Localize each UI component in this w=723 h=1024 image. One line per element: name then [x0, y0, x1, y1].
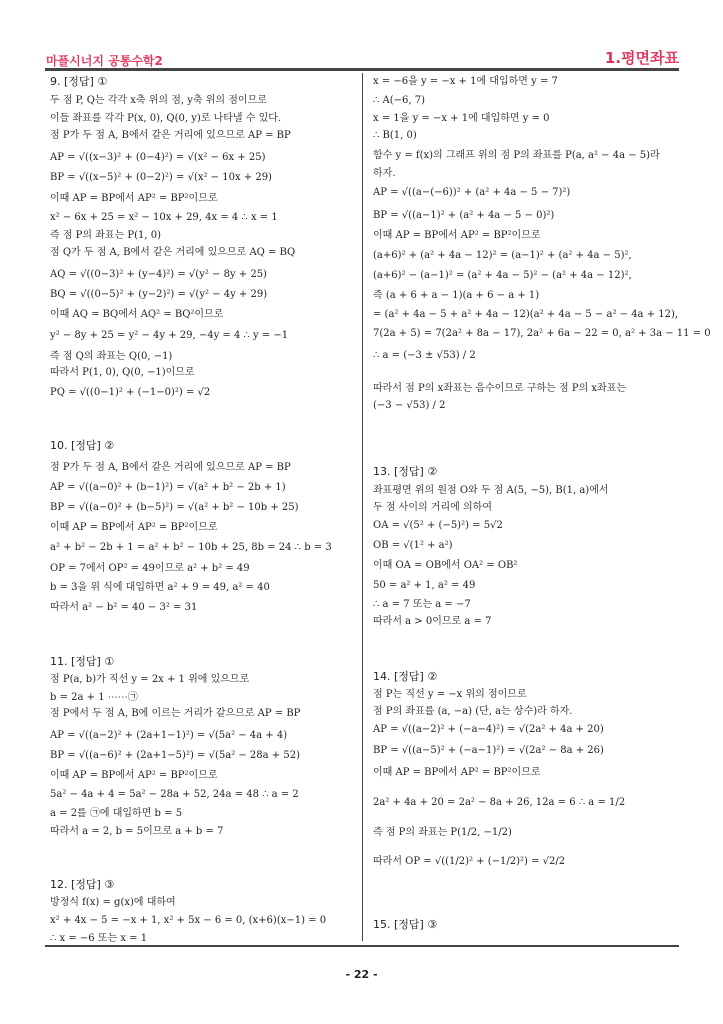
solution-line: AP = √((a−2)² + (−a−4)²) = √(2a² + 4a + 20) — [373, 724, 604, 735]
problem-heading: 10. [정답] ② — [50, 439, 115, 452]
solution-line: ∴ a = 7 또는 a = −7 — [373, 599, 471, 610]
solution-line: 이때 AP = BP에서 AP² = BP²이므로 — [50, 522, 218, 533]
solution-line: 따라서 a² − b² = 40 − 3² = 31 — [50, 602, 198, 613]
solution-line: 점 P가 두 점 A, B에서 같은 거리에 있으므로 AP = BP — [50, 462, 291, 473]
bottom-rule — [45, 945, 679, 947]
solution-line: 점 P(a, b)가 직선 y = 2x + 1 위에 있으므로 — [50, 674, 250, 685]
problem-heading: 13. [정답] ② — [373, 465, 438, 478]
solution-line: 이때 AQ = BQ에서 AQ² = BQ²이므로 — [50, 309, 224, 320]
solution-line: b = 2a + 1 ⋯⋯㉠ — [50, 692, 138, 703]
solution-line: = (a² + 4a − 5 + a² + 4a − 12)(a² + 4a − 5 − a² − 4a + 12), — [373, 309, 679, 320]
solution-line: 2a² + 4a + 20 = 2a² − 8a + 26, 12a = 6 ∴ a = 1/2 — [373, 797, 626, 808]
solution-line: 이때 AP = BP에서 AP² = BP²이므로 — [50, 770, 218, 781]
solution-line: 점 Q가 두 점 A, B에서 같은 거리에 있으므로 AQ = BQ — [50, 247, 296, 258]
solution-line: BP = √((x−5)² + (0−2)²) = √(x² − 10x + 29) — [50, 172, 272, 183]
solution-line: x² + 4x − 5 = −x + 1, x² + 5x − 6 = 0, (x+6)(x−1) = 0 — [50, 915, 327, 926]
solution-line: BP = √((a−6)² + (2a+1−5)²) = √(5a² − 28a + 52) — [50, 750, 300, 761]
solution-line: 좌표평면 위의 원점 O와 두 점 A(5, −5), B(1, a)에서 — [373, 485, 609, 496]
solution-line: 점 P가 두 점 A, B에서 같은 거리에 있으므로 AP = BP — [50, 130, 291, 141]
solution-line: 방정식 f(x) = g(x)에 대하여 — [50, 897, 176, 908]
solution-line: ∴ B(1, 0) — [373, 130, 417, 141]
solution-line: 두 점 사이의 거리에 의하여 — [373, 502, 492, 513]
solution-line: (−3 − √53) / 2 — [373, 400, 446, 411]
solution-line: 이때 AP = BP에서 AP² = BP²이므로 — [373, 767, 541, 778]
solution-line: 점 P에서 두 점 A, B에 이르는 거리가 같으므로 AP = BP — [50, 708, 301, 719]
solution-line: x² − 6x + 25 = x² − 10x + 29, 4x = 4 ∴ x = 1 — [50, 212, 278, 223]
solution-line: AP = √((a−2)² + (2a+1−1)²) = √(5a² − 4a + 4) — [50, 730, 288, 741]
book-title: 마플시너지 공통수학2 — [46, 54, 163, 68]
solution-line: 이때 AP = BP에서 AP² = BP²이므로 — [50, 193, 218, 204]
solution-line: 7(2a + 5) = 7(2a² + 8a − 17), 2a² + 6a − 22 = 0, a² + 3a − 11 = 0 — [373, 328, 711, 339]
solution-line: 함수 y = f(x)의 그래프 위의 점 P의 좌표를 P(a, a² − 4a − 5)라 — [373, 150, 660, 161]
solution-line: ∴ a = (−3 ± √53) / 2 — [373, 350, 476, 361]
solution-line: 따라서 OP = √((1/2)² + (−1/2)²) = √2/2 — [373, 856, 566, 867]
solution-line: ∴ x = −6 또는 x = 1 — [50, 933, 148, 944]
solution-line: ∴ A(−6, 7) — [373, 95, 426, 106]
problem-heading: 12. [정답] ③ — [50, 878, 115, 891]
solution-line: 하자. — [373, 168, 396, 179]
solution-line: 따라서 a > 0이므로 a = 7 — [373, 616, 492, 627]
solution-line: 따라서 점 P의 x좌표는 음수이므로 구하는 점 P의 x좌표는 — [373, 383, 627, 394]
solution-line: a² + b² − 2b + 1 = a² + b² − 10b + 25, 8b = 24 ∴ b = 3 — [50, 542, 332, 553]
solution-line: PQ = √((0−1)² + (−1−0)²) = √2 — [50, 387, 211, 398]
solution-line: BP = √((a−5)² + (−a−1)²) = √(2a² − 8a + 26) — [373, 745, 604, 756]
problem-heading: 9. [정답] ① — [50, 75, 108, 88]
chapter-title: 1.평면좌표 — [604, 49, 679, 67]
solution-line: 즉 점 P의 좌표는 P(1, 0) — [50, 230, 162, 241]
solution-line: AQ = √((0−3)² + (y−4)²) = √(y² − 8y + 25) — [50, 269, 267, 280]
solution-line: 점 P의 좌표를 (a, −a) (단, a는 상수)라 하자. — [373, 706, 573, 717]
solution-line: 즉 점 P의 좌표는 P(1/2, −1/2) — [373, 827, 512, 838]
top-rule — [45, 68, 679, 71]
solution-line: OP = 7에서 OP² = 49이므로 a² + b² = 49 — [50, 563, 250, 574]
solution-line: 즉 점 Q의 좌표는 Q(0, −1) — [50, 351, 173, 362]
solution-line: b = 3을 위 식에 대입하면 a² + 9 = 49, a² = 40 — [50, 582, 270, 593]
page-number: - 22 - — [345, 968, 378, 981]
solution-line: BQ = √((0−5)² + (y−2)²) = √(y² − 4y + 29) — [50, 289, 268, 300]
solution-line: x = 1을 y = −x + 1에 대입하면 y = 0 — [373, 113, 550, 124]
solution-line: OB = √(1² + a²) — [373, 540, 453, 551]
column-divider — [362, 73, 363, 941]
solution-line: x = −6을 y = −x + 1에 대입하면 y = 7 — [373, 76, 558, 87]
solution-line: 따라서 a = 2, b = 5이므로 a + b = 7 — [50, 826, 224, 837]
solution-line: (a+6)² + (a² + 4a − 12)² = (a−1)² + (a² + 4a − 5)², — [373, 250, 632, 261]
solution-line: 따라서 P(1, 0), Q(0, −1)이므로 — [50, 367, 195, 378]
solution-line: BP = √((a−1)² + (a² + 4a − 5 − 0)²) — [373, 210, 555, 221]
problem-heading: 15. [정답] ③ — [373, 918, 438, 931]
solution-line: a = 2를 ㉠에 대입하면 b = 5 — [50, 808, 183, 819]
problem-heading: 14. [정답] ② — [373, 670, 438, 683]
solution-line: 5a² − 4a + 4 = 5a² − 28a + 52, 24a = 48 ∴ a = 2 — [50, 789, 299, 800]
solution-line: 50 = a² + 1, a² = 49 — [373, 580, 476, 591]
problem-heading: 11. [정답] ① — [50, 655, 115, 668]
solution-line: 이때 OA = OB에서 OA² = OB² — [373, 560, 518, 571]
solution-line: AP = √((a−0)² + (b−1)²) = √(a² + b² − 2b + 1) — [50, 482, 286, 493]
solution-line: OA = √(5² + (−5)²) = 5√2 — [373, 520, 503, 531]
solution-line: 이때 AP = BP에서 AP² = BP²이므로 — [373, 230, 541, 241]
solution-line: 두 점 P, Q는 각각 x축 위의 점, y축 위의 점이므로 — [50, 95, 267, 106]
solution-line: 점 P는 직선 y = −x 위의 점이므로 — [373, 689, 527, 700]
solution-line: BP = √((a−0)² + (b−5)²) = √(a² + b² − 10b + 25) — [50, 502, 299, 513]
solution-line: 이들 좌표를 각각 P(x, 0), Q(0, y)로 나타낼 수 있다. — [50, 113, 282, 124]
solution-line: 즉 (a + 6 + a − 1)(a + 6 − a + 1) — [373, 290, 540, 301]
solution-line: AP = √((x−3)² + (0−4)²) = √(x² − 6x + 25) — [50, 152, 266, 163]
solution-line: AP = √((a−(−6))² + (a² + 4a − 5 − 7)²) — [373, 187, 571, 198]
solution-line: y² − 8y + 25 = y² − 4y + 29, −4y = 4 ∴ y = −1 — [50, 330, 289, 341]
solution-line: (a+6)² − (a−1)² = (a² + 4a − 5)² − (a² + 4a − 12)², — [373, 270, 632, 281]
